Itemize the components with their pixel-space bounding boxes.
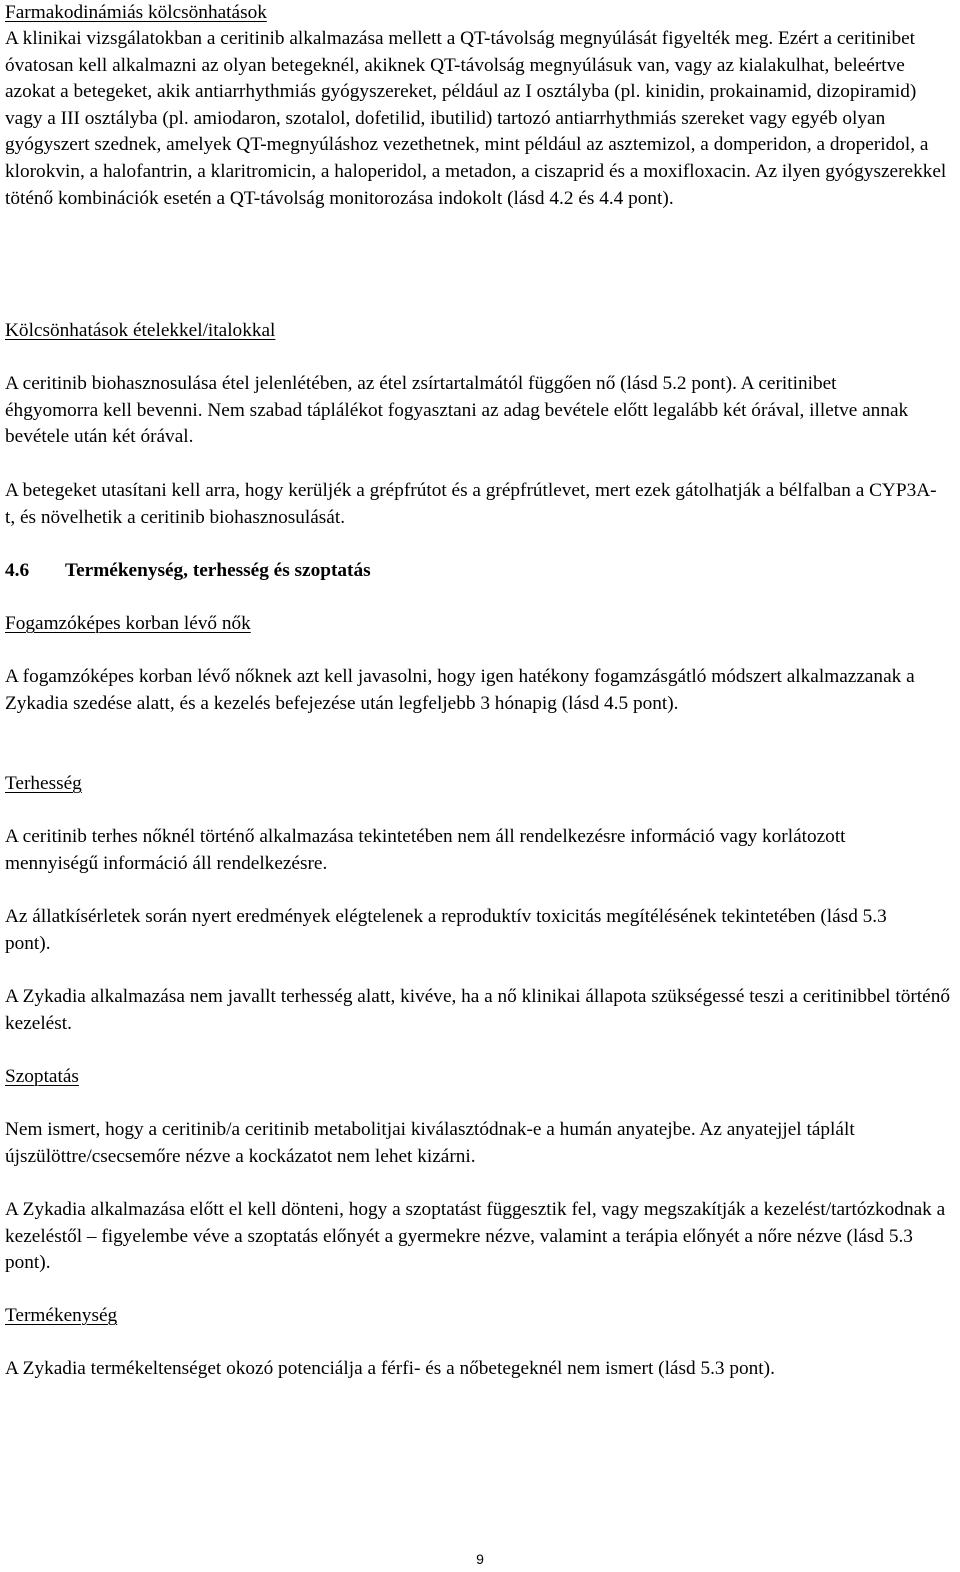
pregnancy-paragraph-1: A ceritinib terhes nőknél történő alkalmazása tekintetében nem áll rendelkezésre információ vagy korlátozott mennyiségű információ áll rendelkezésre. <box>5 826 846 874</box>
page-number: 9 <box>476 1551 484 1567</box>
section-4-6-heading <box>5 558 371 585</box>
fertility-paragraph: A Zykadia termékeltenséget okozó potenciálja a férfi- és a nőbetegeknél nem ismert (lásd 5.3 pont). <box>5 1358 775 1379</box>
food-interactions-paragraph-1: A ceritinib biohasznosulása étel jelenlétében, az étel zsírtartalmától függően nő (lásd 5.2 pont). A ceritinibet éhgyomorra kell bevenni. Nem szabad táplálékot fogyasztani az adag bevétele előtt legalább két órával, illetve annak bevétele után két órával. <box>5 373 909 448</box>
section-title: Termékenység, terhesség és szoptatás <box>65 560 371 581</box>
breastfeeding-paragraph-2: A Zykadia alkalmazása előtt el kell dönteni, hogy a szoptatást függesztik fel, vagy megszakítják a kezelést/tartózkodnak a kezeléstől – figyelembe véve a szoptatás előnyét a gyermekre nézve, valamint a terápia előnyét a nőre nézve (lásd 5.3 pont). <box>5 1199 946 1274</box>
fertile-women-paragraph: A fogamzóképes korban lévő nőknek azt kell javasolni, hogy igen hatékony fogamzásgátló módszert alkalmazzanak a Zykadia szedése alatt, és a kezelés befejezése után legfeljebb 3 hónapig (lásd 4.5 pont). <box>5 666 915 714</box>
pharmacodynamic-interactions-heading: Farmakodinámiás kölcsönhatások <box>5 2 267 23</box>
breastfeeding-paragraph-1: Nem ismert, hogy a ceritinib/a ceritinib metabolitjai kiválasztódnak-e a humán anyatejbe. Az anyatejjel táplált újszülöttre/csecsemőre nézve a kockázatot nem lehet kizárni. <box>5 1119 855 1167</box>
fertility-heading: Termékenység <box>5 1305 118 1326</box>
section-number: 4.6 <box>5 560 30 581</box>
food-interactions-paragraph-2: A betegeket utasítani kell arra, hogy kerüljék a grépfrútot és a grépfrútlevet, mert ezek gátolhatják a bélfalban a CYP3A-t, és növelhetik a ceritinib biohasznosulását. <box>5 480 937 528</box>
fertile-women-heading: Fogamzóképes korban lévő nők <box>5 613 251 634</box>
pregnancy-heading: Terhesség <box>5 773 82 794</box>
pharmacodynamic-interactions-paragraph: A klinikai vizsgálatokban a ceritinib alkalmazása mellett a QT-távolság megnyúlását figyelték meg. Ezért a ceritinibet óvatosan kell alkalmazni az olyan betegeknél, akiknek QT-távolság megnyúlásuk van, vagy az kialakulhat, beleértve azokat a betegeket, akik antiarrhythmiás gyógyszereket, például az I osztályba (pl. kinidin, prokainamid, dizopiramid) vagy a III osztályba (pl. amiodaron, szotalol, dofetilid, ibutilid) tartozó antiarrhythmiás szereket vagy egyéb olyan gyógyszert szednek, amelyek QT-megnyúláshoz vezethetnek, mint például az asztemizol, a domperidon, a droperidol, a klorokvin, a halofantrin, a klaritromicin, a haloperidol, a metadon, a ciszaprid és a moxifloxacin. Az ilyen gyógyszerekkel töténő kombinációk esetén a QT-távolság monitorozása indokolt (lásd 4.2 és 4.4 pont). <box>5 28 947 209</box>
breastfeeding-heading: Szoptatás <box>5 1066 79 1087</box>
food-interactions-heading: Kölcsönhatások ételekkel/italokkal <box>5 320 276 341</box>
pregnancy-paragraph-3: A Zykadia alkalmazása nem javallt terhesség alatt, kivéve, ha a nő klinikai állapota szükségessé teszi a ceritinibbel történő kezelést. <box>5 986 950 1034</box>
pregnancy-paragraph-2: Az állatkísérletek során nyert eredmények elégtelenek a reproduktív toxicitás megítélésének tekintetében (lásd 5.3 pont). <box>5 906 887 954</box>
